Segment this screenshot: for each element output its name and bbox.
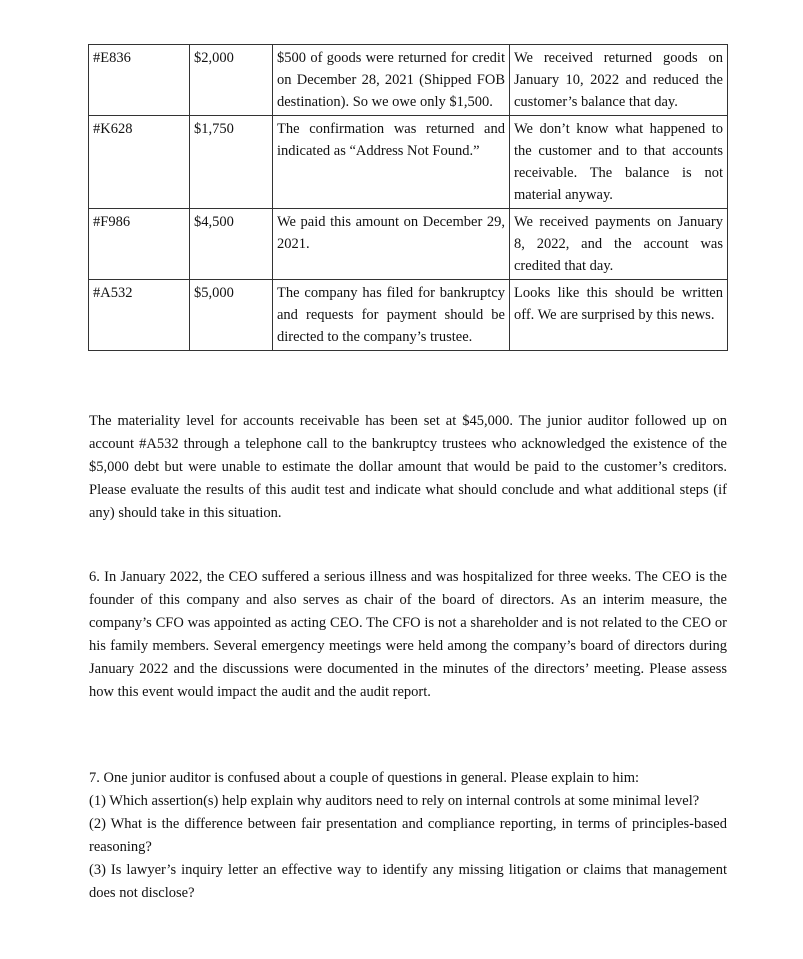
auditee-note-cell: We received returned goods on January 10, 2022 and reduced the customer’s balance that day. (510, 45, 728, 116)
auditee-note-cell: We don’t know what happened to the customer and to that accounts receivable. The balance is not material anyway. (510, 116, 728, 209)
question-7-item-2: (2) What is the difference between fair presentation and compliance reporting, in terms of principles-based reasoning? (89, 816, 727, 855)
auditee-note-cell: Looks like this should be written off. We are surprised by this news. (510, 280, 728, 351)
customer-reply-cell: $500 of goods were returned for credit on December 28, 2021 (Shipped FOB destination). So we owe only $1,500. (273, 45, 510, 116)
confirmation-results-table (88, 44, 728, 351)
amount-cell: $2,000 (190, 45, 273, 116)
table-row (89, 45, 728, 116)
auditee-note-cell: We received payments on January 8, 2022, and the account was credited that day. (510, 209, 728, 280)
account-number-cell: #F986 (89, 209, 190, 280)
evaluation-paragraph (89, 410, 727, 525)
question-7-intro: 7. One junior auditor is confused about a couple of questions in general. Please explain to him: (89, 770, 640, 786)
amount-cell: $4,500 (190, 209, 273, 280)
question-6 (89, 566, 727, 704)
table-row (89, 280, 728, 351)
account-number-cell: #E836 (89, 45, 190, 116)
table-row (89, 209, 728, 280)
table-row (89, 116, 728, 209)
customer-reply-cell: We paid this amount on December 29, 2021. (273, 209, 510, 280)
amount-cell: $1,750 (190, 116, 273, 209)
amount-cell: $5,000 (190, 280, 273, 351)
question-7 (89, 767, 727, 905)
question-7-item-1: (1) Which assertion(s) help explain why auditors need to rely on internal controls at some minimal level? (89, 793, 700, 809)
question-7-item-3: (3) Is lawyer’s inquiry letter an effective way to identify any missing litigation or claims that management does not disclose? (89, 862, 727, 901)
evaluation-text: The materiality level for accounts receivable has been set at $45,000. The junior auditor followed up on account #A532 through a telephone call to the bankruptcy trustees who acknowledged the existence of the $5,000 debt but were unable to estimate the dollar amount that would be paid to the customer’s creditors. Please evaluate the results of this audit test and indicate what should conclude and what additional steps (if any) should take in this situation. (89, 413, 727, 521)
customer-reply-cell: The confirmation was returned and indicated as “Address Not Found.” (273, 116, 510, 209)
customer-reply-cell: The company has filed for bankruptcy and requests for payment should be directed to the company’s trustee. (273, 280, 510, 351)
account-number-cell: #K628 (89, 116, 190, 209)
question-6-text: 6. In January 2022, the CEO suffered a serious illness and was hospitalized for three weeks. The CEO is the founder of this company and also serves as chair of the board of directors. As an interim measure, the company’s CFO was appointed as acting CEO. The CFO is not a shareholder and is not related to the CEO or his family members. Several emergency meetings were held among the company’s board of directors during January 2022 and the discussions were documented in the minutes of the directors’ meeting. Please assess how this event would impact the audit and the audit report. (89, 569, 727, 700)
account-number-cell: #A532 (89, 280, 190, 351)
